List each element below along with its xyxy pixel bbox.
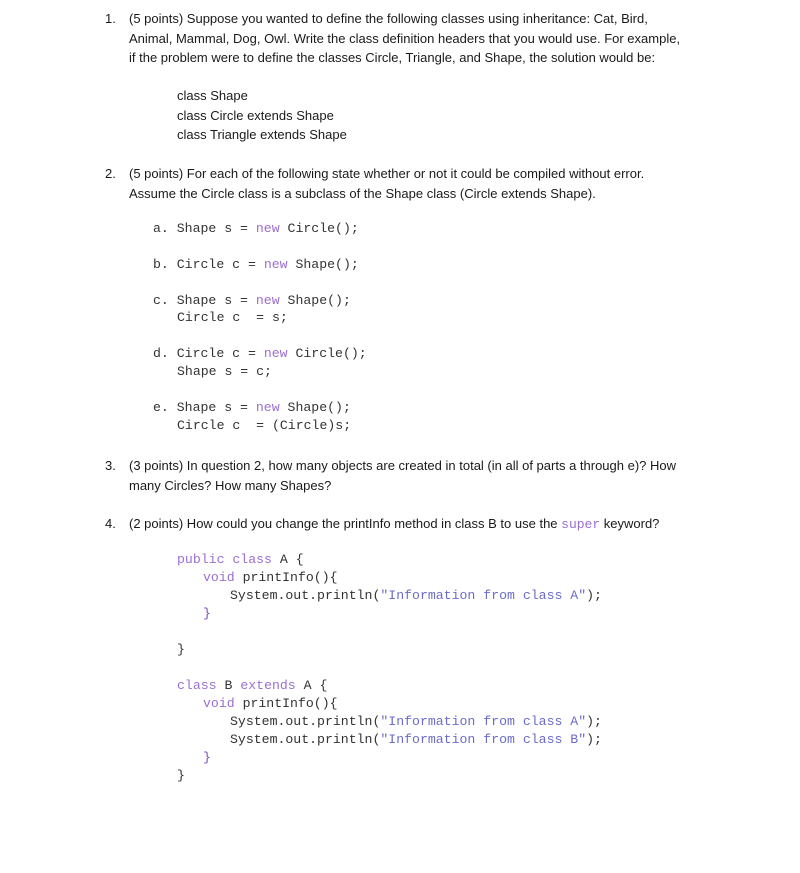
part-label: d. xyxy=(153,346,169,361)
code-b-method-close: } xyxy=(203,750,211,765)
question-text: (5 points) Suppose you wanted to define the following classes using inheritance: Cat, Bird, Animal, Mammal, Dog, Owl. Write the class definition headers that you would use. For example, if the problem were to define the classes Circle, Triangle, and Shape, the solution would be: xyxy=(129,11,681,65)
question-number: 2. xyxy=(105,166,116,181)
part-label: c. xyxy=(153,293,169,308)
question-number: 1. xyxy=(105,11,116,26)
example-line: class Triangle extends Shape xyxy=(177,127,347,142)
code-b-println-a: System.out.println("Information from class A"); xyxy=(230,714,602,729)
code-a-println: System.out.println("Information from class A"); xyxy=(230,588,602,603)
code-b-method: void printInfo(){ xyxy=(203,696,338,711)
part-label: b. xyxy=(153,257,169,272)
q1-example xyxy=(177,86,347,145)
code-b-class-close: } xyxy=(177,768,185,783)
question-text: (5 points) For each of the following state whether or not it could be compiled without error. Assume the Circle class is a subclass of the Shape class (Circle extends Shape). xyxy=(129,166,645,201)
code-a-method: void printInfo(){ xyxy=(203,570,338,585)
example-line: class Circle extends Shape xyxy=(177,107,334,123)
super-keyword: super xyxy=(561,517,601,532)
code-b-println-b: System.out.println("Information from class B"); xyxy=(230,732,602,747)
part-c-line-2: Circle c = s; xyxy=(177,310,288,325)
question-text: (3 points) In question 2, how many objects are created in total (in all of parts a through e)? How many Circles? How many Shapes? xyxy=(129,458,677,493)
question-text: (2 points) How could you change the printInfo method in class B to use the super keyword? xyxy=(129,516,660,532)
question-number: 3. xyxy=(105,458,116,473)
example-line: class Shape xyxy=(177,88,248,103)
question-number: 4. xyxy=(105,516,116,531)
part-a: a. Shape s = new Circle(); xyxy=(153,221,359,236)
code-a-method-close: } xyxy=(203,606,211,621)
part-d-line-2: Shape s = c; xyxy=(177,364,272,379)
part-label: a. xyxy=(153,221,169,236)
code-class-a-header: public class A { xyxy=(177,552,304,567)
part-label: e. xyxy=(153,400,169,415)
code-a-class-close: } xyxy=(177,642,185,657)
part-e: e. Shape s = new Shape(); xyxy=(153,400,351,415)
part-e-line-2: Circle c = (Circle)s; xyxy=(177,418,352,433)
part-b: b. Circle c = new Shape(); xyxy=(153,257,359,272)
part-d: d. Circle c = new Circle(); xyxy=(153,346,367,361)
part-c: c. Shape s = new Shape(); xyxy=(153,293,351,308)
code-class-b-header: class B extends A { xyxy=(177,678,328,693)
